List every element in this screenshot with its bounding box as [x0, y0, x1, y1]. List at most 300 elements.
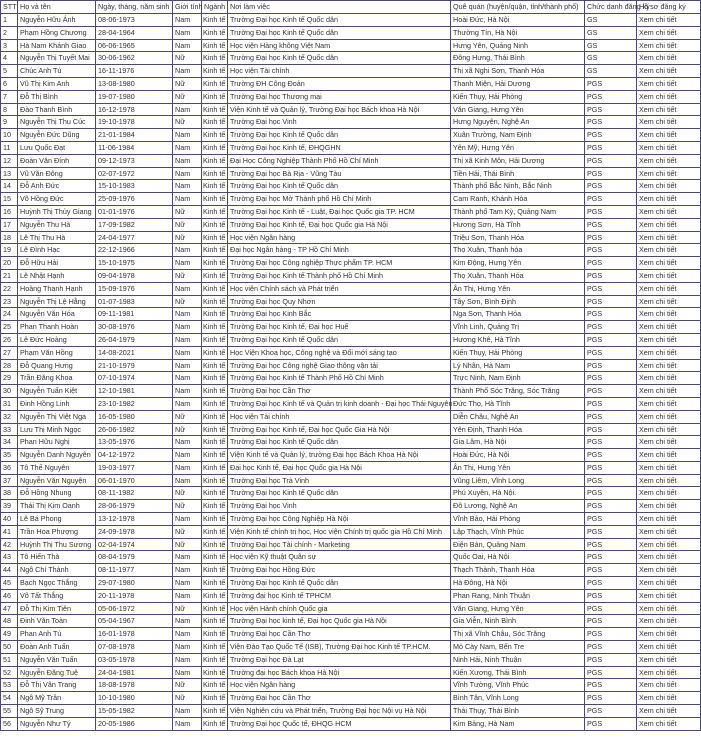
view-details-link[interactable]: Xem chi tiết [639, 424, 677, 434]
view-details-link[interactable]: Xem chi tiết [639, 181, 677, 191]
cell-field: Kinh tế [202, 308, 228, 321]
table-row [1, 193, 701, 206]
cell-profile [637, 346, 701, 359]
view-details-link[interactable]: Xem chi tiết [639, 526, 677, 536]
cell-gender: Nam [173, 372, 202, 385]
table-row [1, 116, 701, 129]
cell-field: Kinh tế [202, 257, 228, 270]
cell-title: GS [585, 65, 637, 78]
cell-title: PGS [585, 282, 637, 295]
cell-hometown: Vĩnh Linh, Quảng Trị [451, 321, 585, 334]
cell-hometown: Vĩnh Tường, Vĩnh Phúc [451, 679, 585, 692]
cell-hometown: Mỏ Cày Nam, Bến Tre [451, 641, 585, 654]
view-details-link[interactable]: Xem chi tiết [639, 360, 677, 370]
cell-gender: Nam [173, 474, 202, 487]
cell-profile [637, 525, 701, 538]
view-details-link[interactable]: Xem chi tiết [639, 270, 677, 280]
cell-field: Kinh tế [202, 423, 228, 436]
cell-name: Phan Anh Tú [18, 628, 96, 641]
cell-title: PGS [585, 449, 637, 462]
cell-stt: 45 [1, 577, 18, 590]
view-details-link[interactable]: Xem chi tiết [639, 245, 677, 255]
cell-title: PGS [585, 205, 637, 218]
view-details-link[interactable]: Xem chi tiết [639, 283, 677, 293]
view-details-link[interactable]: Xem chi tiết [639, 27, 677, 37]
cell-dob: 25-09-1976 [96, 193, 173, 206]
view-details-link[interactable]: Xem chi tiết [639, 155, 677, 165]
view-details-link[interactable]: Xem chi tiết [639, 462, 677, 472]
header-row [1, 1, 701, 14]
cell-name: Phạm Hồng Chương [18, 26, 96, 39]
cell-profile [637, 14, 701, 27]
cell-hometown: Thanh Miện, Hải Dương [451, 77, 585, 90]
cell-name: Nguyễn Hữu Ánh [18, 14, 96, 27]
cell-profile [637, 308, 701, 321]
view-details-link[interactable]: Xem chi tiết [639, 539, 677, 549]
cell-gender: Nam [173, 244, 202, 257]
view-details-link[interactable]: Xem chi tiết [639, 15, 677, 24]
cell-field: Kinh tế [202, 513, 228, 526]
cell-gender: Nữ [173, 423, 202, 436]
table-row [1, 436, 701, 449]
cell-profile [637, 333, 701, 346]
cell-dob: 19-03-1977 [96, 461, 173, 474]
cell-dob: 20-05-1986 [96, 717, 173, 730]
cell-profile [637, 77, 701, 90]
cell-gender: Nam [173, 705, 202, 718]
header-workplace: Nơi làm việc [228, 1, 451, 14]
cell-profile [637, 410, 701, 423]
cell-workplace: Trường Đại học Kinh tế Quốc dân [228, 577, 451, 590]
table-row [1, 577, 701, 590]
cell-profile [637, 474, 701, 487]
cell-stt: 23 [1, 295, 18, 308]
cell-stt: 10 [1, 129, 18, 142]
view-details-link[interactable]: Xem chi tiết [639, 514, 677, 524]
table-row [1, 244, 701, 257]
cell-profile [637, 615, 701, 628]
table-row [1, 308, 701, 321]
cell-dob: 22-12-1966 [96, 244, 173, 257]
cell-profile [637, 500, 701, 513]
view-details-link[interactable]: Xem chi tiết [639, 590, 677, 600]
cell-workplace: Trường Đại học Quy Nhơn [228, 295, 451, 308]
view-details-link[interactable]: Xem chi tiết [639, 616, 677, 626]
cell-hometown: Hưng Yên, Quảng Ninh [451, 39, 585, 52]
cell-title: PGS [585, 653, 637, 666]
cell-field: Kinh tế [202, 14, 228, 27]
cell-field: Kinh tế [202, 193, 228, 206]
cell-profile [637, 679, 701, 692]
table-row [1, 692, 701, 705]
table-row [1, 589, 701, 602]
view-details-link[interactable]: Xem chi tiết [639, 693, 677, 703]
view-details-link[interactable]: Xem chi tiết [639, 680, 677, 690]
view-details-link[interactable]: Xem chi tiết [639, 603, 677, 613]
view-details-link[interactable]: Xem chi tiết [639, 437, 677, 447]
cell-hometown: Cam Ranh, Khánh Hòa [451, 193, 585, 206]
cell-profile [637, 653, 701, 666]
view-details-link[interactable]: Xem chi tiết [639, 194, 677, 204]
cell-dob: 09-12-1973 [96, 154, 173, 167]
cell-gender: Nam [173, 397, 202, 410]
cell-dob: 08-06-1973 [96, 14, 173, 27]
view-details-link[interactable]: Xem chi tiết [639, 642, 677, 652]
cell-name: Đỗ Hồng Nhung [18, 487, 96, 500]
cell-hometown: Kiến Thụy, Hải Phòng [451, 90, 585, 103]
cell-name: Võ Tất Thắng [18, 589, 96, 602]
view-details-link[interactable]: Xem chi tiết [639, 398, 677, 408]
cell-hometown: Văn Giang, Hưng Yên [451, 103, 585, 116]
table-row [1, 282, 701, 295]
cell-field: Kinh tế [202, 397, 228, 410]
cell-title: PGS [585, 436, 637, 449]
cell-dob: 07-10-1974 [96, 372, 173, 385]
cell-workplace: Trường Đại học Kinh tế, Đại học Quốc gia Hà Nội [228, 218, 451, 231]
cell-hometown: Thành phố Bắc Ninh, Bắc Ninh [451, 180, 585, 193]
view-details-link[interactable]: Xem chi tiết [639, 488, 677, 498]
cell-gender: Nữ [173, 295, 202, 308]
view-details-link[interactable]: Xem chi tiết [639, 629, 677, 639]
view-details-link[interactable]: Xem chi tiết [639, 130, 677, 140]
cell-dob: 08-11-1982 [96, 487, 173, 500]
cell-workplace: Trường Đại học Kinh tế - Luật, Đại học Quốc gia TP. HCM [228, 205, 451, 218]
cell-field: Kinh tế [202, 333, 228, 346]
table-row [1, 449, 701, 462]
cell-gender: Nam [173, 257, 202, 270]
table-row [1, 269, 701, 282]
cell-name: Nguyễn Văn Hóa [18, 308, 96, 321]
cell-dob: 30-06-1962 [96, 52, 173, 65]
view-details-link[interactable]: Xem chi tiết [639, 386, 677, 396]
cell-stt: 54 [1, 692, 18, 705]
cell-profile [637, 295, 701, 308]
table-row [1, 423, 701, 436]
cell-profile [637, 359, 701, 372]
cell-workplace: Trường Đại học Kinh tế Thành phố Hồ Chí Minh [228, 269, 451, 282]
view-details-link[interactable]: Xem chi tiết [639, 501, 677, 511]
cell-name: Ngô Sỹ Trung [18, 705, 96, 718]
cell-hometown: Đông Hưng, Thái Bình [451, 52, 585, 65]
cell-dob: 12-10-1981 [96, 385, 173, 398]
cell-title: GS [585, 14, 637, 27]
cell-gender: Nữ [173, 116, 202, 129]
cell-gender: Nữ [173, 218, 202, 231]
cell-stt: 12 [1, 154, 18, 167]
cell-name: Trần Đăng Khoa [18, 372, 96, 385]
cell-hometown: Thành phố Tam Kỳ, Quảng Nam [451, 205, 585, 218]
header-hometown: Quê quán (huyện/quận, tỉnh/thành phố) [451, 1, 585, 14]
cell-workplace: Học viện Chính sách và Phát triển [228, 282, 451, 295]
cell-gender: Nam [173, 321, 202, 334]
cell-field: Kinh tế [202, 653, 228, 666]
cell-gender: Nữ [173, 52, 202, 65]
table-row [1, 295, 701, 308]
cell-stt: 33 [1, 423, 18, 436]
cell-title: PGS [585, 103, 637, 116]
cell-name: Đỗ Thị Vân Trang [18, 679, 96, 692]
cell-field: Kinh tế [202, 705, 228, 718]
cell-stt: 53 [1, 679, 18, 692]
view-details-link[interactable]: Xem chi tiết [639, 309, 677, 319]
cell-workplace: Trường Đại học Kinh tế và Quản trị kinh doanh - Đại học Thái Nguyên [228, 397, 451, 410]
cell-field: Kinh tế [202, 615, 228, 628]
header-name: Họ và tên [18, 1, 96, 14]
view-details-link[interactable]: Xem chi tiết [639, 66, 677, 76]
cell-dob: 01-07-1983 [96, 295, 173, 308]
table-row [1, 180, 701, 193]
cell-hometown: Triệu Sơn, Thanh Hóa [451, 231, 585, 244]
cell-hometown: Đức Thọ, Hà Tĩnh [451, 397, 585, 410]
view-details-link[interactable]: Xem chi tiết [639, 565, 677, 575]
cell-workplace: Đại học Ngân hàng - TP Hồ Chí Minh [228, 244, 451, 257]
view-details-link[interactable]: Xem chi tiết [639, 40, 677, 50]
cell-stt: 34 [1, 436, 18, 449]
cell-title: PGS [585, 116, 637, 129]
cell-hometown: Lý Nhân, Hà Nam [451, 359, 585, 372]
cell-title: PGS [585, 679, 637, 692]
cell-gender: Nam [173, 615, 202, 628]
view-details-link[interactable]: Xem chi tiết [639, 78, 677, 88]
cell-profile [637, 589, 701, 602]
table-row [1, 141, 701, 154]
cell-title: PGS [585, 717, 637, 730]
cell-field: Kinh tế [202, 269, 228, 282]
table-row [1, 397, 701, 410]
cell-gender: Nữ [173, 538, 202, 551]
cell-hometown: Ân Thi, Hưng Yên [451, 461, 585, 474]
view-details-link[interactable]: Xem chi tiết [639, 411, 677, 421]
cell-stt: 43 [1, 551, 18, 564]
cell-workplace: Trường Đại học Kinh tế Quốc dân [228, 333, 451, 346]
cell-workplace: Trường Đại học Kinh tế, Đại học Huế [228, 321, 451, 334]
cell-workplace: Trường đại học Kinh tế TPHCM [228, 589, 451, 602]
table-row [1, 218, 701, 231]
cell-stt: 46 [1, 589, 18, 602]
view-details-link[interactable]: Xem chi tiết [639, 667, 677, 677]
table-row [1, 65, 701, 78]
cell-workplace: Trường Đại học Quốc tế, ĐHQG HCM [228, 717, 451, 730]
cell-hometown: Thái Thụy, Thái Bình [451, 705, 585, 718]
cell-title: PGS [585, 346, 637, 359]
cell-field: Kinh tế [202, 628, 228, 641]
cell-dob: 13-05-1976 [96, 436, 173, 449]
cell-stt: 30 [1, 385, 18, 398]
cell-field: Kinh tế [202, 141, 228, 154]
cell-title: PGS [585, 77, 637, 90]
table-row [1, 333, 701, 346]
cell-dob: 17-09-1982 [96, 218, 173, 231]
table-row [1, 359, 701, 372]
view-details-link[interactable]: Xem chi tiết [639, 104, 677, 114]
cell-name: Nguyễn Thị Lệ Hằng [18, 295, 96, 308]
view-details-link[interactable]: Xem chi tiết [639, 475, 677, 485]
cell-gender: Nam [173, 717, 202, 730]
view-details-link[interactable]: Xem chi tiết [639, 552, 677, 562]
cell-hometown: Thị xã Vĩnh Châu, Sóc Trăng [451, 628, 585, 641]
cell-hometown: Hoài Đức, Hà Nội [451, 449, 585, 462]
view-details-link[interactable]: Xem chi tiết [639, 296, 677, 306]
table-row [1, 39, 701, 52]
cell-dob: 21-10-1979 [96, 359, 173, 372]
cell-title: PGS [585, 628, 637, 641]
cell-hometown: Thọ Xuân, Thanh hóa [451, 244, 585, 257]
cell-workplace: Trường Đại học Vinh [228, 500, 451, 513]
cell-field: Kinh tế [202, 180, 228, 193]
cell-field: Kinh tế [202, 487, 228, 500]
view-details-link[interactable]: Xem chi tiết [639, 53, 677, 63]
view-details-link[interactable]: Xem chi tiết [639, 206, 677, 216]
view-details-link[interactable]: Xem chi tiết [639, 334, 677, 344]
cell-field: Kinh tế [202, 410, 228, 423]
cell-workplace: Trường Đại học Mở Thành phố Hồ Chí Minh [228, 193, 451, 206]
cell-field: Kinh tế [202, 372, 228, 385]
table-row [1, 551, 701, 564]
cell-gender: Nam [173, 577, 202, 590]
cell-hometown: Trực Ninh, Nam Định [451, 372, 585, 385]
cell-title: PGS [585, 385, 637, 398]
view-details-link[interactable]: Xem chi tiết [639, 347, 677, 357]
table-row [1, 26, 701, 39]
cell-title: PGS [585, 269, 637, 282]
cell-field: Kinh tế [202, 295, 228, 308]
view-details-link[interactable]: Xem chi tiết [639, 232, 677, 242]
table-row [1, 257, 701, 270]
header-dob: Ngày, tháng, năm sinh [96, 1, 173, 14]
table-row [1, 77, 701, 90]
cell-gender: Nam [173, 513, 202, 526]
cell-stt: 55 [1, 705, 18, 718]
cell-profile [637, 397, 701, 410]
cell-gender: Nữ [173, 487, 202, 500]
cell-title: PGS [585, 602, 637, 615]
view-details-link[interactable]: Xem chi tiết [639, 450, 677, 460]
cell-title: PGS [585, 666, 637, 679]
cell-workplace: Đại Học Công Nghiệp Thành Phố Hồ Chí Minh [228, 154, 451, 167]
cell-title: PGS [585, 372, 637, 385]
cell-profile [637, 103, 701, 116]
view-details-link[interactable]: Xem chi tiết [639, 578, 677, 588]
cell-name: Vũ Thị Kim Anh [18, 77, 96, 90]
table-row [1, 679, 701, 692]
cell-gender: Nữ [173, 231, 202, 244]
cell-field: Kinh tế [202, 385, 228, 398]
view-details-link[interactable]: Xem chi tiết [639, 117, 677, 127]
view-details-link[interactable]: Xem chi tiết [639, 718, 677, 728]
view-details-link[interactable]: Xem chi tiết [639, 142, 677, 152]
table-row [1, 666, 701, 679]
cell-stt: 48 [1, 615, 18, 628]
view-details-link[interactable]: Xem chi tiết [639, 373, 677, 383]
cell-dob: 26-04-1979 [96, 333, 173, 346]
view-details-link[interactable]: Xem chi tiết [639, 706, 677, 716]
cell-profile [637, 641, 701, 654]
cell-workplace: Học viện Hành chính Quốc gia [228, 602, 451, 615]
cell-profile [637, 154, 701, 167]
cell-name: Hà Nam Khánh Giao [18, 39, 96, 52]
cell-name: Vũ Văn Đông [18, 167, 96, 180]
cell-profile [637, 666, 701, 679]
cell-workplace: Trường Đại học Đà Lạt [228, 653, 451, 666]
cell-profile [637, 90, 701, 103]
cell-dob: 10-10-1980 [96, 692, 173, 705]
cell-name: Võ Hồng Đức [18, 193, 96, 206]
cell-profile [637, 538, 701, 551]
cell-stt: 50 [1, 641, 18, 654]
cell-dob: 21-01-1984 [96, 129, 173, 142]
cell-stt: 35 [1, 449, 18, 462]
cell-name: Nguyễn Văn Tuấn [18, 653, 96, 666]
cell-stt: 22 [1, 282, 18, 295]
cell-hometown: Thị xã Nghi Sơn, Thanh Hóa [451, 65, 585, 78]
cell-name: Phan Hữu Nghị [18, 436, 96, 449]
cell-profile [637, 231, 701, 244]
cell-stt: 21 [1, 269, 18, 282]
cell-stt: 39 [1, 500, 18, 513]
cell-profile [637, 269, 701, 282]
cell-title: PGS [585, 257, 637, 270]
cell-hometown: Hương Khê, Hà Tĩnh [451, 333, 585, 346]
cell-workplace: Trường Đại học Kinh tế Quốc dân [228, 129, 451, 142]
view-details-link[interactable]: Xem chi tiết [639, 168, 677, 178]
cell-title: PGS [585, 154, 637, 167]
cell-field: Kinh tế [202, 589, 228, 602]
cell-profile [637, 282, 701, 295]
cell-field: Kinh tế [202, 205, 228, 218]
cell-stt: 44 [1, 564, 18, 577]
cell-stt: 9 [1, 116, 18, 129]
cell-name: Nguyễn Danh Nguyên [18, 449, 96, 462]
cell-name: Nguyễn Thu Hà [18, 218, 96, 231]
cell-profile [637, 116, 701, 129]
cell-name: Tô Hiến Thà [18, 551, 96, 564]
cell-stt: 18 [1, 231, 18, 244]
cell-profile [637, 692, 701, 705]
view-details-link[interactable]: Xem chi tiết [639, 91, 677, 101]
cell-hometown: Văn Giang, Hưng Yên [451, 602, 585, 615]
cell-workplace: Trường Đại học Công Nghiệp Hà Nội [228, 513, 451, 526]
table-row [1, 321, 701, 334]
cell-name: Đinh Văn Toàn [18, 615, 96, 628]
cell-hometown: Thạch Thành, Thanh Hóa [451, 564, 585, 577]
view-details-link[interactable]: Xem chi tiết [639, 258, 677, 268]
cell-name: Lê Thị Thu Hà [18, 231, 96, 244]
cell-title: PGS [585, 461, 637, 474]
cell-dob: 28-04-1964 [96, 26, 173, 39]
cell-hometown: Kim Động, Hưng Yên [451, 257, 585, 270]
cell-profile [637, 257, 701, 270]
cell-field: Kinh tế [202, 77, 228, 90]
cell-title: PGS [585, 333, 637, 346]
cell-field: Kinh tế [202, 218, 228, 231]
cell-field: Kinh tế [202, 167, 228, 180]
cell-workplace: Trường Đại học Kinh tế, Đại học Quốc Gia Hà Nội [228, 423, 451, 436]
cell-title: PGS [585, 295, 637, 308]
header-gender: Giới tính [173, 1, 202, 14]
cell-dob: 15-10-1983 [96, 180, 173, 193]
cell-name: Tô Thế Nguyên [18, 461, 96, 474]
cell-field: Kinh tế [202, 474, 228, 487]
cell-name: Đỗ Hữu Hải [18, 257, 96, 270]
cell-dob: 02-04-1974 [96, 538, 173, 551]
cell-name: Lưu Quốc Đạt [18, 141, 96, 154]
view-details-link[interactable]: Xem chi tiết [639, 219, 677, 229]
view-details-link[interactable]: Xem chi tiết [639, 654, 677, 664]
view-details-link[interactable]: Xem chi tiết [639, 322, 677, 332]
cell-title: PGS [585, 525, 637, 538]
cell-title: PGS [585, 641, 637, 654]
cell-title: PGS [585, 615, 637, 628]
